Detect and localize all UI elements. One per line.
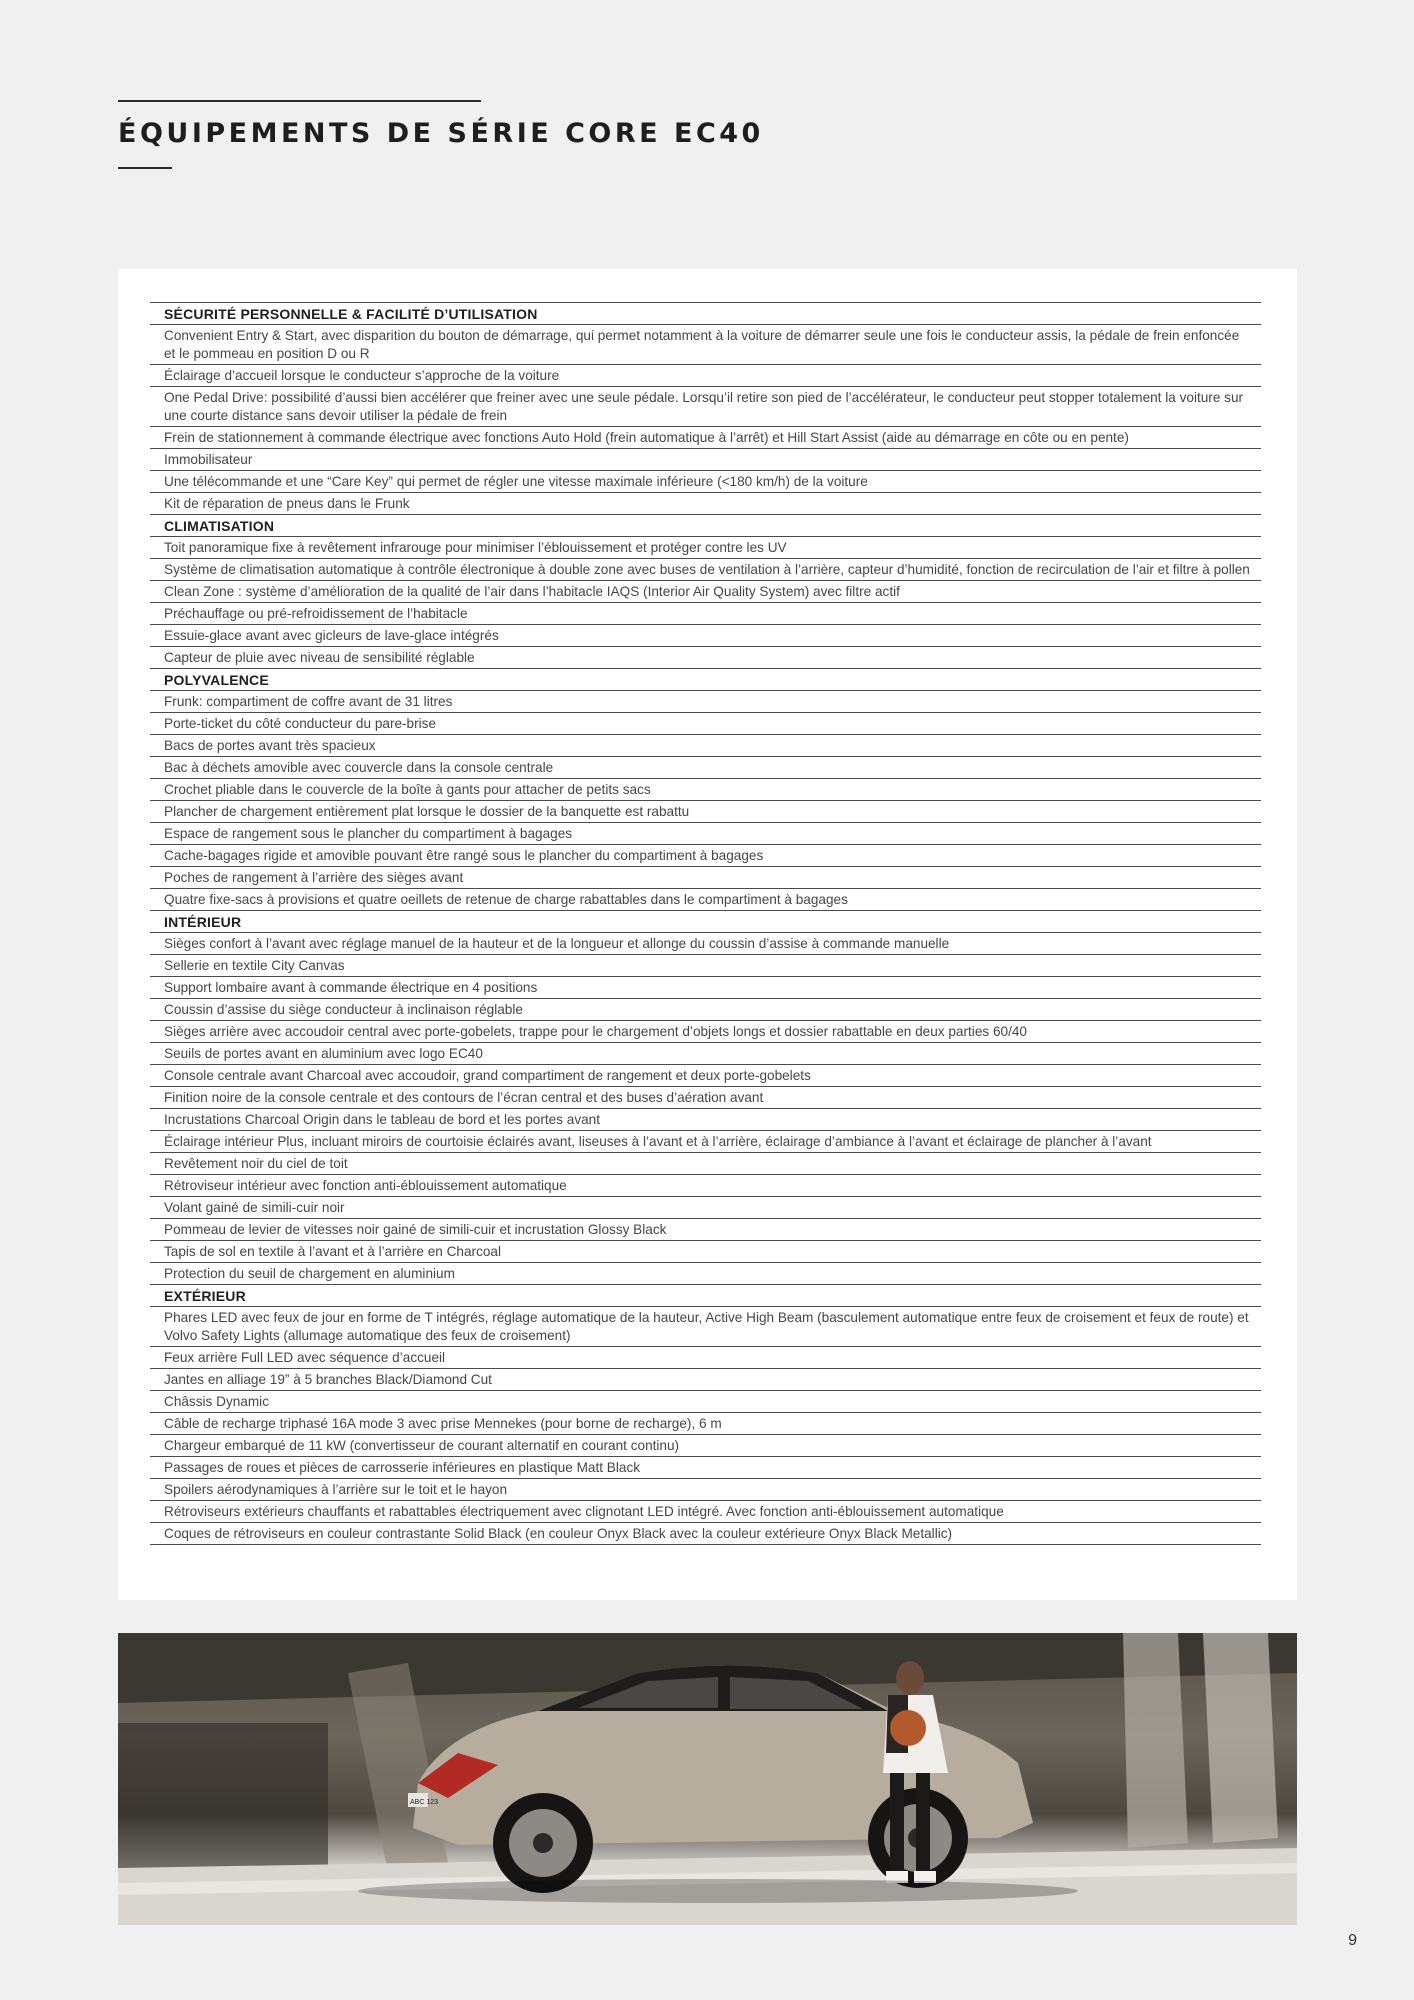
section-heading: EXTÉRIEUR — [150, 1285, 1261, 1307]
equipment-item: Frein de stationnement à commande électrique avec fonctions Auto Hold (frein automatique à l’arrêt) et Hill Start Assist (aide au démarrage en côte ou en pente) — [150, 427, 1261, 449]
equipment-item: Coques de rétroviseurs en couleur contrastante Solid Black (en couleur Onyx Black avec la couleur extérieure Onyx Black Metallic) — [150, 1523, 1261, 1545]
equipment-item: Préchauffage ou pré-refroidissement de l’habitacle — [150, 603, 1261, 625]
equipment-item: Poches de rangement à l’arrière des sièges avant — [150, 867, 1261, 889]
equipment-item: Sièges confort à l’avant avec réglage manuel de la hauteur et de la longueur et allonge du coussin d’assise à commande manuelle — [150, 933, 1261, 955]
equipment-item: Porte-ticket du côté conducteur du pare-brise — [150, 713, 1261, 735]
equipment-item: Protection du seuil de chargement en aluminium — [150, 1263, 1261, 1285]
equipment-item: Essuie-glace avant avec gicleurs de lave-glace intégrés — [150, 625, 1261, 647]
equipment-card — [118, 269, 1297, 1600]
equipment-item: Finition noire de la console centrale et des contours de l’écran central et des buses d’aération avant — [150, 1087, 1261, 1109]
section-heading: SÉCURITÉ PERSONNELLE & FACILITÉ D’UTILISATION — [150, 303, 1261, 325]
equipment-item: Passages de roues et pièces de carrosserie inférieures en plastique Matt Black — [150, 1457, 1261, 1479]
page-number: 9 — [1348, 1932, 1357, 1949]
equipment-item: Feux arrière Full LED avec séquence d’accueil — [150, 1347, 1261, 1369]
equipment-item: Convenient Entry & Start, avec disparition du bouton de démarrage, qui permet notamment à la voiture de démarrer seule une fois le conducteur assis, la pédale de frein enfoncée et le pommeau en position D ou R — [150, 325, 1261, 365]
equipment-item: Éclairage intérieur Plus, incluant miroirs de courtoisie éclairés avant, liseuses à l’avant et à l’arrière, éclairage d’ambiance à l’avant et éclairage de plancher à l’avant — [150, 1131, 1261, 1153]
equipment-item: Rétroviseur intérieur avec fonction anti-éblouissement automatique — [150, 1175, 1261, 1197]
equipment-item: Espace de rangement sous le plancher du compartiment à bagages — [150, 823, 1261, 845]
section-heading: INTÉRIEUR — [150, 911, 1261, 933]
equipment-item: Crochet pliable dans le couvercle de la boîte à gants pour attacher de petits sacs — [150, 779, 1261, 801]
equipment-item: Spoilers aérodynamiques à l’arrière sur le toit et le hayon — [150, 1479, 1261, 1501]
equipment-item: Phares LED avec feux de jour en forme de T intégrés, réglage automatique de la hauteur, Active High Beam (basculement automatique entre feux de croisement et feux de route) et Volvo Safety Lights (allumage automatique des feux de croisement) — [150, 1307, 1261, 1347]
equipment-item: Chargeur embarqué de 11 kW (convertisseur de courant alternatif en courant continu) — [150, 1435, 1261, 1457]
license-plate-text: ABC 123 — [410, 1799, 439, 1806]
car-photo — [118, 1633, 1297, 1925]
equipment-item: Jantes en alliage 19” à 5 branches Black/Diamond Cut — [150, 1369, 1261, 1391]
equipment-item: Incrustations Charcoal Origin dans le tableau de bord et les portes avant — [150, 1109, 1261, 1131]
car-photo-illustration — [118, 1633, 1297, 1925]
equipment-item: Coussin d’assise du siège conducteur à inclinaison réglable — [150, 999, 1261, 1021]
equipment-item: Volant gainé de simili-cuir noir — [150, 1197, 1261, 1219]
equipment-item: One Pedal Drive: possibilité d’aussi bien accélérer que freiner avec une seule pédale. Lorsqu’il retire son pied de l’accélérateur, le conducteur peut stopper totalement la voiture sur une courte distance sans devoir utiliser la pédale de frein — [150, 387, 1261, 427]
equipment-item: Plancher de chargement entièrement plat lorsque le dossier de la banquette est rabattu — [150, 801, 1261, 823]
top-rule — [118, 100, 481, 102]
equipment-item: Seuils de portes avant en aluminium avec logo EC40 — [150, 1043, 1261, 1065]
equipment-item: Une télécommande et une “Care Key” qui permet de régler une vitesse maximale inférieure (<180 km/h) de la voiture — [150, 471, 1261, 493]
section-heading: CLIMATISATION — [150, 515, 1261, 537]
equipment-item: Immobilisateur — [150, 449, 1261, 471]
equipment-item: Support lombaire avant à commande électrique en 4 positions — [150, 977, 1261, 999]
equipment-item: Bacs de portes avant très spacieux — [150, 735, 1261, 757]
equipment-item: Éclairage d’accueil lorsque le conducteur s’approche de la voiture — [150, 365, 1261, 387]
equipment-item: Sellerie en textile City Canvas — [150, 955, 1261, 977]
equipment-item: Console centrale avant Charcoal avec accoudoir, grand compartiment de rangement et deux porte-gobelets — [150, 1065, 1261, 1087]
equipment-item: Kit de réparation de pneus dans le Frunk — [150, 493, 1261, 515]
equipment-item: Sièges arrière avec accoudoir central avec porte-gobelets, trappe pour le chargement d’objets longs et dossier rabattable en deux parties 60/40 — [150, 1021, 1261, 1043]
page-title: ÉQUIPEMENTS DE SÉRIE CORE EC40 — [118, 118, 764, 149]
equipment-item: Bac à déchets amovible avec couvercle dans la console centrale — [150, 757, 1261, 779]
equipment-item: Châssis Dynamic — [150, 1391, 1261, 1413]
equipment-item: Quatre fixe-sacs à provisions et quatre oeillets de retenue de charge rabattables dans le compartiment à bagages — [150, 889, 1261, 911]
title-underline — [118, 167, 172, 169]
equipment-item: Pommeau de levier de vitesses noir gainé de simili-cuir et incrustation Glossy Black — [150, 1219, 1261, 1241]
equipment-item: Système de climatisation automatique à contrôle électronique à double zone avec buses de ventilation à l’arrière, capteur d’humidité, fonction de recirculation de l’air et filtre à pollen — [150, 559, 1261, 581]
equipment-item: Tapis de sol en textile à l’avant et à l’arrière en Charcoal — [150, 1241, 1261, 1263]
section-heading: POLYVALENCE — [150, 669, 1261, 691]
equipment-item: Câble de recharge triphasé 16A mode 3 avec prise Mennekes (pour borne de recharge), 6 m — [150, 1413, 1261, 1435]
equipment-item: Toit panoramique fixe à revêtement infrarouge pour minimiser l’éblouissement et protéger contre les UV — [150, 537, 1261, 559]
equipment-item: Frunk: compartiment de coffre avant de 31 litres — [150, 691, 1261, 713]
equipment-item: Capteur de pluie avec niveau de sensibilité réglable — [150, 647, 1261, 669]
equipment-item: Clean Zone : système d’amélioration de la qualité de l’air dans l’habitacle IAQS (Interior Air Quality System) avec filtre actif — [150, 581, 1261, 603]
equipment-item: Cache-bagages rigide et amovible pouvant être rangé sous le plancher du compartiment à bagages — [150, 845, 1261, 867]
equipment-item: Revêtement noir du ciel de toit — [150, 1153, 1261, 1175]
equipment-list — [150, 302, 1261, 1545]
equipment-item: Rétroviseurs extérieurs chauffants et rabattables électriquement avec clignotant LED intégré. Avec fonction anti-éblouissement automatique — [150, 1501, 1261, 1523]
